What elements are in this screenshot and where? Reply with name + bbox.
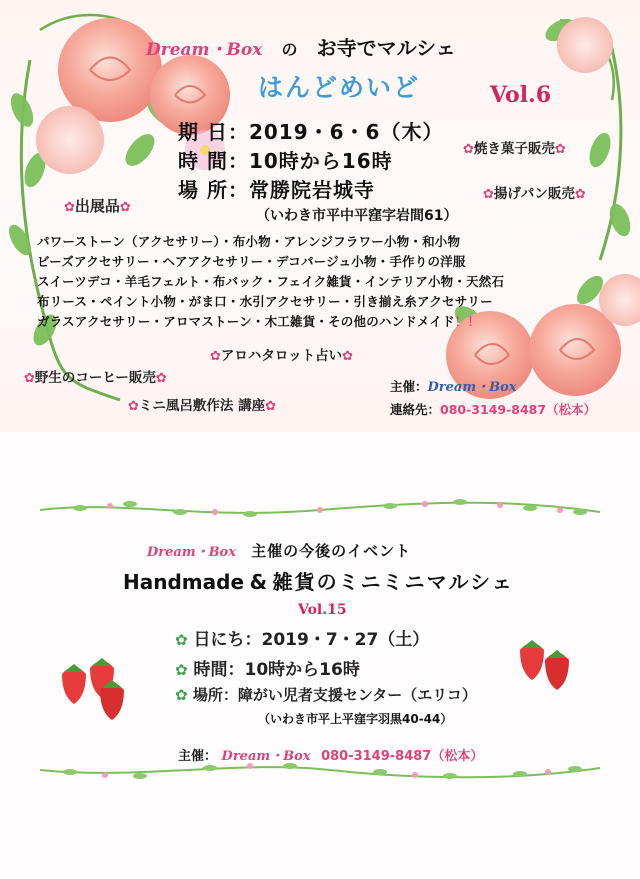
tag-fried-bread xyxy=(483,182,586,202)
strawberry-icon xyxy=(520,640,569,690)
clover-icon: ✿ xyxy=(175,686,188,704)
flower-icon: ✿ xyxy=(342,349,354,364)
upcoming-brand: Dream・Box xyxy=(147,545,236,560)
exhibit-line: ビーズアクセサリー・ヘアアクセサリー・デコパージュ小物・手作りの洋服 xyxy=(37,254,466,269)
brand-particle: の xyxy=(281,40,298,59)
place-row xyxy=(178,174,375,203)
upcoming-title xyxy=(123,566,514,595)
title-ampersand: & xyxy=(249,570,268,594)
contact-phone: 080-3149-8487（松本） xyxy=(440,402,597,417)
date-label: 期 日： xyxy=(178,120,249,144)
upcoming-place-value: 障がい児者支援センター（エリコ） xyxy=(237,686,477,704)
flower-icon: ✿ xyxy=(24,371,35,386)
organizer-row xyxy=(390,376,517,395)
contact-label: 連絡先： xyxy=(390,402,441,417)
exhibit-line: 布リース・ペイント小物・がま口・水引アクセサリー・引き揃え糸アクセサリー xyxy=(37,294,493,309)
upcoming-time-value: 10時から16時 xyxy=(244,660,360,680)
date-row xyxy=(178,116,443,145)
upcoming-address: （いわき市平上平窪字羽黒40-44） xyxy=(258,712,453,726)
upcoming-heading: 主催の今後のイベント xyxy=(251,542,412,560)
tag-coffee xyxy=(24,366,167,386)
time-label: 時 間： xyxy=(178,149,249,173)
upcoming-date-row xyxy=(175,625,429,650)
upcoming-event xyxy=(0,432,640,879)
upcoming-header xyxy=(147,540,411,561)
flower-icon: ✿ xyxy=(210,349,221,364)
place-label: 場 所： xyxy=(178,178,249,202)
exhibit-line-last xyxy=(37,312,504,332)
tag-tarot xyxy=(210,344,353,364)
event-flyer xyxy=(0,0,640,432)
upcoming-organizer-label: 主催： xyxy=(178,749,218,764)
tag-furoshiki-label: ミニ風呂敷作法 講座 xyxy=(138,398,266,414)
flower-icon: ✿ xyxy=(128,399,139,414)
upcoming-time-row xyxy=(175,655,360,680)
exhibit-line-text: ガラスアクセサリー・アロマストーン・木工雑貨・その他のハンドメイド xyxy=(37,314,455,329)
time-value: 10時から16時 xyxy=(248,149,393,173)
tag-baked-sweets xyxy=(463,137,566,157)
date-value: 2019・6・6（木） xyxy=(248,120,444,144)
strawberry-icon xyxy=(62,658,124,720)
upcoming-phone: 080-3149-8487（松本） xyxy=(321,749,484,764)
tag-furoshiki xyxy=(128,394,276,414)
event-title: お寺でマルシェ xyxy=(316,36,456,60)
contact-row xyxy=(390,400,596,418)
upcoming-place-label: 場所： xyxy=(192,686,238,704)
time-row xyxy=(178,145,393,174)
upcoming-time-label: 時間： xyxy=(193,660,245,680)
upcoming-place-row xyxy=(175,684,477,705)
flower-icon: ✿ xyxy=(554,142,566,157)
flower-icon: ✿ xyxy=(483,187,494,202)
event-subtitle: はんどめいど xyxy=(258,73,421,102)
exhibits-label: 出展品 xyxy=(74,197,120,215)
tag-fried-bread-label: 揚げパン販売 xyxy=(493,186,575,202)
place-value: 常勝院岩城寺 xyxy=(248,178,375,202)
header-line xyxy=(146,32,456,61)
title-english: Handmade xyxy=(123,570,245,594)
clover-icon: ✿ xyxy=(175,661,188,679)
flower-icon: ✿ xyxy=(463,142,474,157)
upcoming-date-value: 2019・7・27（土） xyxy=(261,630,430,650)
volume-number: Vol.6 xyxy=(490,82,552,108)
brand-name: Dream・Box xyxy=(146,40,263,60)
tag-tarot-label: アロハタロット占い xyxy=(220,348,343,364)
flower-icon: ✿ xyxy=(574,187,586,202)
upcoming-organizer-name: Dream・Box xyxy=(221,749,311,764)
place-address: （いわき市平中平窪字岩間61） xyxy=(256,208,458,224)
tag-baked-sweets-label: 焼き菓子販売 xyxy=(473,141,555,157)
clover-icon: ✿ xyxy=(175,631,188,649)
upcoming-volume: Vol.15 xyxy=(298,602,347,618)
organizer-label: 主催： xyxy=(390,379,428,394)
flower-icon: ✿ xyxy=(119,200,131,215)
upcoming-date-label: 日にち： xyxy=(193,630,262,650)
exhibit-items xyxy=(37,232,504,332)
exhibits-heading xyxy=(64,195,131,216)
exhibit-line: スイーツデコ・羊毛フェルト・布バック・フェイク雑貨・インテリア小物・天然石 xyxy=(37,274,505,289)
exclamation: ！！ xyxy=(454,314,481,329)
organizer-name: Dream・Box xyxy=(427,380,517,395)
title-japanese: 雑貨のミニミニマルシェ xyxy=(272,570,514,594)
tag-coffee-label: 野生のコーヒー販売 xyxy=(34,370,156,386)
flower-icon: ✿ xyxy=(155,371,167,386)
exhibit-line: パワーストーン（アクセサリー）・布小物・アレンジフラワー小物・和小物 xyxy=(37,234,461,249)
flower-icon: ✿ xyxy=(265,399,277,414)
upcoming-organizer-row xyxy=(178,745,483,764)
flower-icon: ✿ xyxy=(64,200,75,215)
